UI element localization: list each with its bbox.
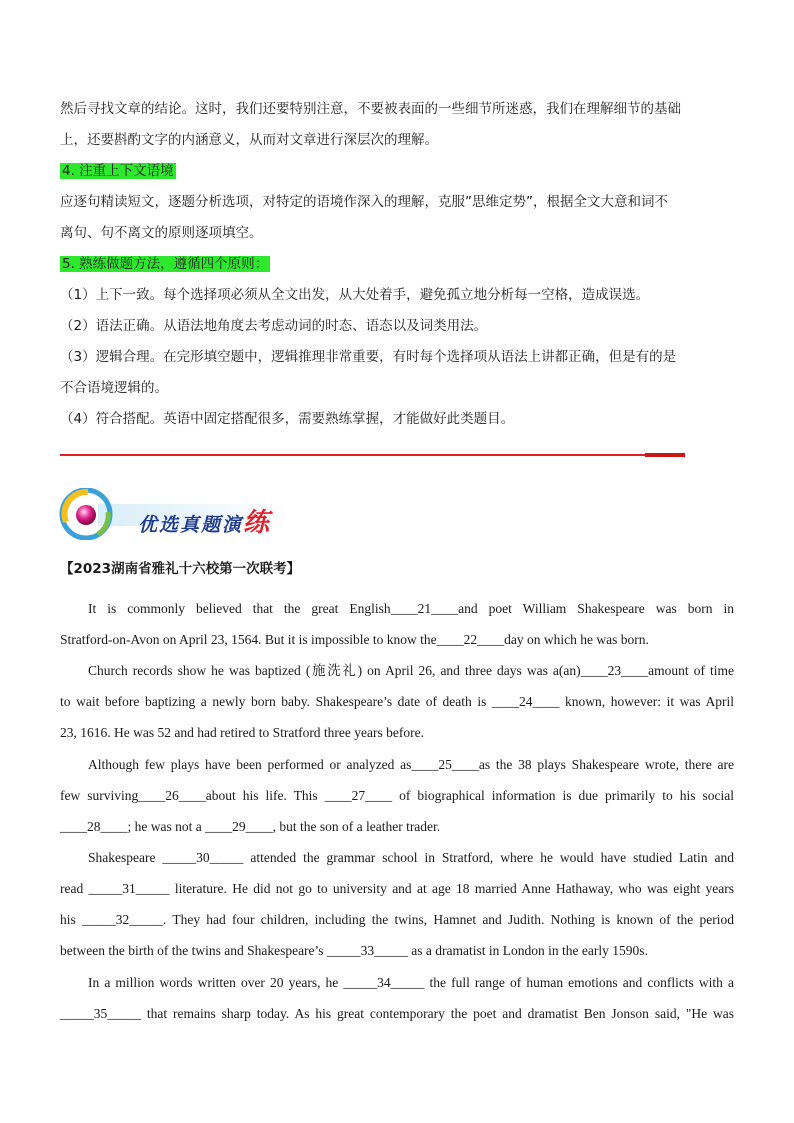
red-divider-end — [645, 453, 685, 457]
passage-line: Church records show he was baptized (施洗礼) on April 26, and three days was a(an)____23____amount of time — [88, 663, 734, 678]
passage-line: to wait before baptizing a newly born baby. Shakespeare’s date of death is ____24____ known, however: it was April — [60, 694, 734, 709]
passage-line: read _____31_____ literature. He did not go to university and at age 18 married Anne Hathaway, who was eight years — [60, 881, 734, 896]
principle-1: （1）上下一致。每个选择项必须从全文出发，从大处着手，避免孤立地分析每一空格，造成误选。 — [60, 287, 650, 303]
text-line: 应逐句精读短文，逐题分析选项，对特定的语境作深入的理解，克服”思维定势”，根据全文大意和词不 — [60, 194, 668, 210]
passage-line: his _____32_____. They had four children, including the twins, Hamnet and Judith. Nothing is known of the period — [60, 912, 734, 927]
passage-line: _____35_____ that remains sharp today. As his great contemporary the poet and dramatist Ben Jonson said, "He was — [60, 1006, 734, 1021]
banner-title: 优选真题演练 — [138, 508, 272, 538]
text-line: 离句、句不离文的原则逐项填空。 — [60, 225, 263, 241]
section-banner — [58, 488, 288, 540]
principle-3-cont: 不合语境逻辑的。 — [60, 380, 168, 396]
passage-line: Although few plays have been performed or analyzed as____25____as the 38 plays Shakespeare wrote, there are — [88, 757, 734, 772]
passage-line: In a million words written over 20 years, he _____34_____ the full range of human emotions and conflicts with a — [88, 975, 734, 990]
principle-3: （3）逻辑合理。在完形填空题中，逻辑推理非常重要，有时每个选择项从语法上讲都正确，但是有的是 — [60, 349, 677, 365]
passage-line: It is commonly believed that the great English____21____and poet William Shakespeare was born in — [88, 601, 734, 616]
principle-2: （2）语法正确。从语法地角度去考虑动词的时态、语态以及词类用法。 — [60, 318, 488, 334]
passage-line: ____28____; he was not a ____29____, but the son of a leather trader. — [60, 819, 441, 834]
exam-source-label: 【2023湖南省雅礼十六校第一次联考】 — [60, 561, 301, 577]
passage-line: 23, 1616. He was 52 and had retired to Stratford three years before. — [60, 725, 424, 740]
red-divider — [60, 454, 646, 456]
passage-line: between the birth of the twins and Shakespeare’s _____33_____ as a dramatist in London in the early 1590s. — [60, 943, 648, 958]
highlighted-heading: 5. 熟练做题方法，遵循四个原则： — [62, 256, 269, 272]
section-heading-4 — [60, 156, 736, 187]
text-line: 上，还要斟酌文字的内涵意义，从而对文章进行深层次的理解。 — [60, 132, 438, 148]
principle-4: （4）符合搭配。英语中固定搭配很多，需要熟练掌握，才能做好此类题目。 — [60, 411, 515, 427]
passage-line: Shakespeare _____30_____ attended the grammar school in Stratford, where he would have studied Latin and — [88, 850, 734, 865]
passage-line: Stratford-on-Avon on April 23, 1564. But it is impossible to know the____22____day on which he was born. — [60, 632, 649, 647]
banner-title-accent: 练 — [243, 508, 272, 538]
section-heading-5 — [60, 249, 736, 280]
highlighted-heading: 4. 注重上下文语境 — [62, 163, 174, 179]
text-line: 然后寻找文章的结论。这时，我们还要特别注意，不要被表面的一些细节所迷惑，我们在理解细节的基础 — [60, 101, 681, 117]
passage-line: few surviving____26____about his life. This ____27____ of biographical information is due primarily to his social — [60, 788, 734, 803]
